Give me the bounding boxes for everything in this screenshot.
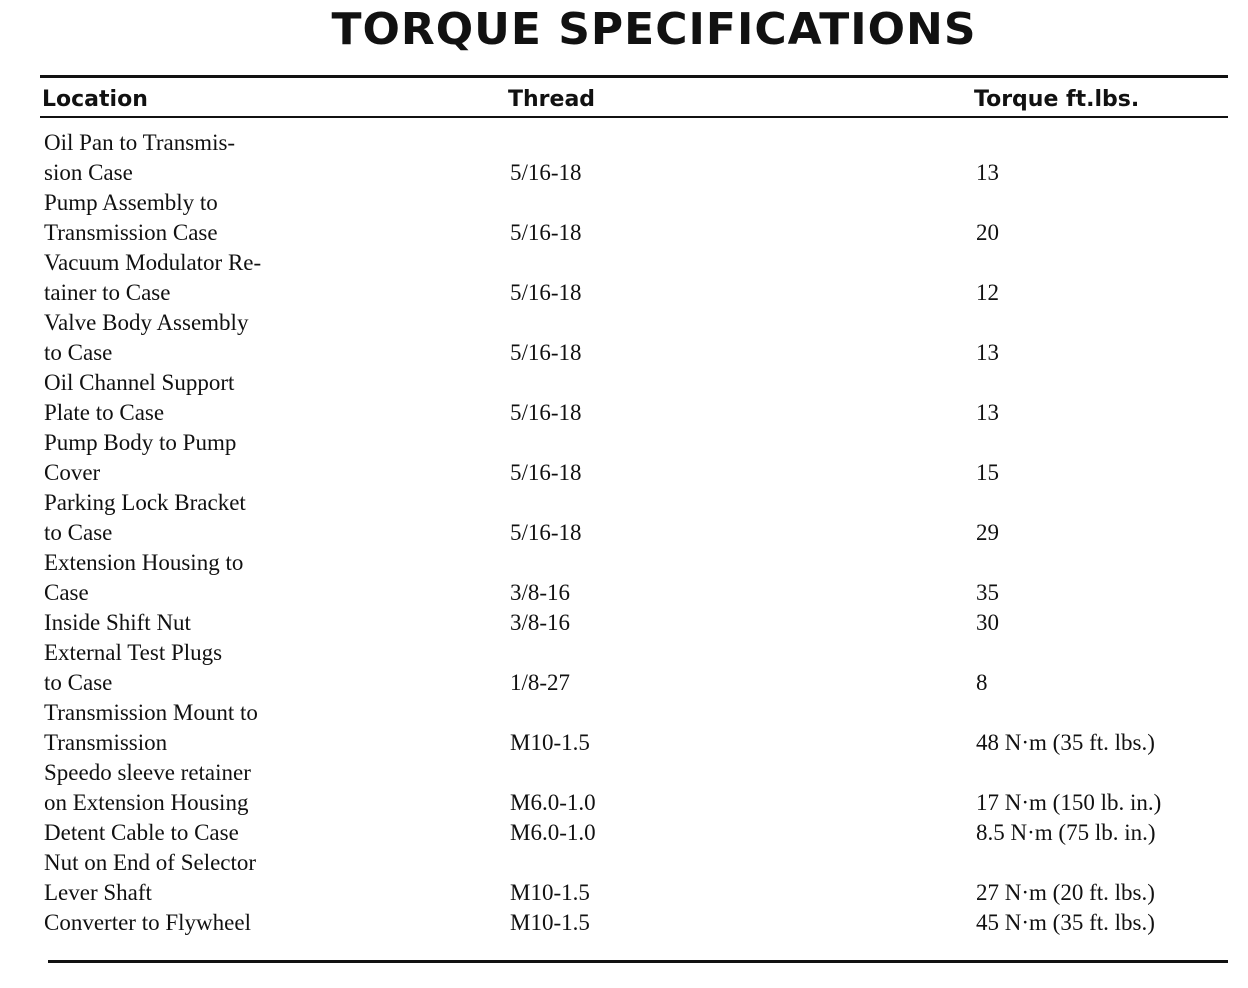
- location-cell: [44, 698, 344, 758]
- location-line: Valve Body Assembly: [44, 310, 249, 335]
- torque-cell: 29: [976, 520, 999, 545]
- thread-cell: M10-1.5: [510, 910, 590, 935]
- location-cell: [44, 848, 344, 908]
- thread-cell: 5/16-18: [510, 460, 582, 485]
- location-line: Cover: [44, 460, 101, 485]
- location-cell: [44, 758, 344, 818]
- location-line: sion Case: [44, 160, 133, 185]
- thread-cell: 5/16-18: [510, 160, 582, 185]
- torque-cell: 30: [976, 610, 999, 635]
- column-header-thread: Thread: [508, 87, 596, 112]
- location-cell: [44, 908, 344, 938]
- table-row: [0, 128, 1248, 188]
- location-cell: [44, 368, 344, 428]
- table-row: [0, 848, 1248, 908]
- location-line: to Case: [44, 340, 113, 365]
- table-row: [0, 308, 1248, 368]
- table-row: [0, 698, 1248, 758]
- thread-cell: M6.0-1.0: [510, 820, 596, 845]
- table-row: [0, 818, 1248, 848]
- location-cell: [44, 308, 344, 368]
- thread-cell: M10-1.5: [510, 880, 590, 905]
- torque-cell: 17 N·m (150 lb. in.): [976, 790, 1162, 815]
- bottom-rule: [48, 960, 1228, 963]
- thread-cell: M10-1.5: [510, 730, 590, 755]
- location-cell: [44, 548, 344, 608]
- location-cell: [44, 638, 344, 698]
- table-row: [0, 548, 1248, 608]
- thread-cell: 5/16-18: [510, 520, 582, 545]
- table-row: [0, 428, 1248, 488]
- torque-cell: 13: [976, 160, 999, 185]
- location-line: to Case: [44, 670, 113, 695]
- location-line: Detent Cable to Case: [44, 820, 239, 845]
- location-line: Lever Shaft: [44, 880, 152, 905]
- location-cell: [44, 248, 344, 308]
- table-row: [0, 488, 1248, 548]
- location-line: Oil Pan to Transmis-: [44, 130, 236, 155]
- table-row: [0, 248, 1248, 308]
- location-line: Speedo sleeve retainer: [44, 760, 251, 785]
- table-row: [0, 608, 1248, 638]
- header-rule: [40, 116, 1228, 118]
- torque-cell: 27 N·m (20 ft. lbs.): [976, 880, 1155, 905]
- location-line: Pump Assembly to: [44, 190, 218, 215]
- torque-cell: 12: [976, 280, 999, 305]
- location-line: Transmission Case: [44, 220, 218, 245]
- location-line: Vacuum Modulator Re-: [44, 250, 262, 275]
- thread-cell: 5/16-18: [510, 220, 582, 245]
- location-line: Transmission: [44, 730, 168, 755]
- location-cell: [44, 488, 344, 548]
- thread-cell: 5/16-18: [510, 280, 582, 305]
- location-line: Transmission Mount to: [44, 700, 258, 725]
- torque-cell: 35: [976, 580, 999, 605]
- location-line: Plate to Case: [44, 400, 165, 425]
- location-line: Pump Body to Pump: [44, 430, 237, 455]
- location-cell: [44, 608, 344, 638]
- location-cell: [44, 128, 344, 188]
- torque-cell: 45 N·m (35 ft. lbs.): [976, 910, 1155, 935]
- location-line: to Case: [44, 520, 113, 545]
- torque-cell: 13: [976, 340, 999, 365]
- location-cell: [44, 428, 344, 488]
- location-line: on Extension Housing: [44, 790, 249, 815]
- thread-cell: M6.0-1.0: [510, 790, 596, 815]
- torque-cell: 20: [976, 220, 999, 245]
- column-header-location: Location: [42, 87, 148, 112]
- table-row: [0, 368, 1248, 428]
- table-row: [0, 758, 1248, 818]
- thread-cell: 5/16-18: [510, 400, 582, 425]
- thread-cell: 5/16-18: [510, 340, 582, 365]
- location-line: External Test Plugs: [44, 640, 223, 665]
- table-row: [0, 638, 1248, 698]
- torque-cell: 8.5 N·m (75 lb. in.): [976, 820, 1156, 845]
- location-line: Oil Channel Support: [44, 370, 235, 395]
- top-rule: [40, 75, 1228, 78]
- page-title: TORQUE SPECIFICATIONS: [331, 4, 977, 55]
- thread-cell: 3/8-16: [510, 610, 571, 635]
- location-cell: [44, 188, 344, 248]
- table-row: [0, 188, 1248, 248]
- thread-cell: 3/8-16: [510, 580, 571, 605]
- torque-table: [0, 128, 1248, 938]
- location-line: Inside Shift Nut: [44, 610, 191, 635]
- location-line: Extension Housing to: [44, 550, 244, 575]
- location-line: Nut on End of Selector: [44, 850, 257, 875]
- column-header-torque: Torque ft.lbs.: [974, 87, 1140, 112]
- location-line: Converter to Flywheel: [44, 910, 251, 935]
- location-line: tainer to Case: [44, 280, 171, 305]
- torque-cell: 48 N·m (35 ft. lbs.): [976, 730, 1155, 755]
- torque-cell: 8: [976, 670, 988, 695]
- table-row: [0, 908, 1248, 938]
- location-line: Parking Lock Bracket: [44, 490, 246, 515]
- location-line: Case: [44, 580, 89, 605]
- torque-cell: 13: [976, 400, 999, 425]
- location-cell: [44, 818, 344, 848]
- torque-cell: 15: [976, 460, 999, 485]
- thread-cell: 1/8-27: [510, 670, 571, 695]
